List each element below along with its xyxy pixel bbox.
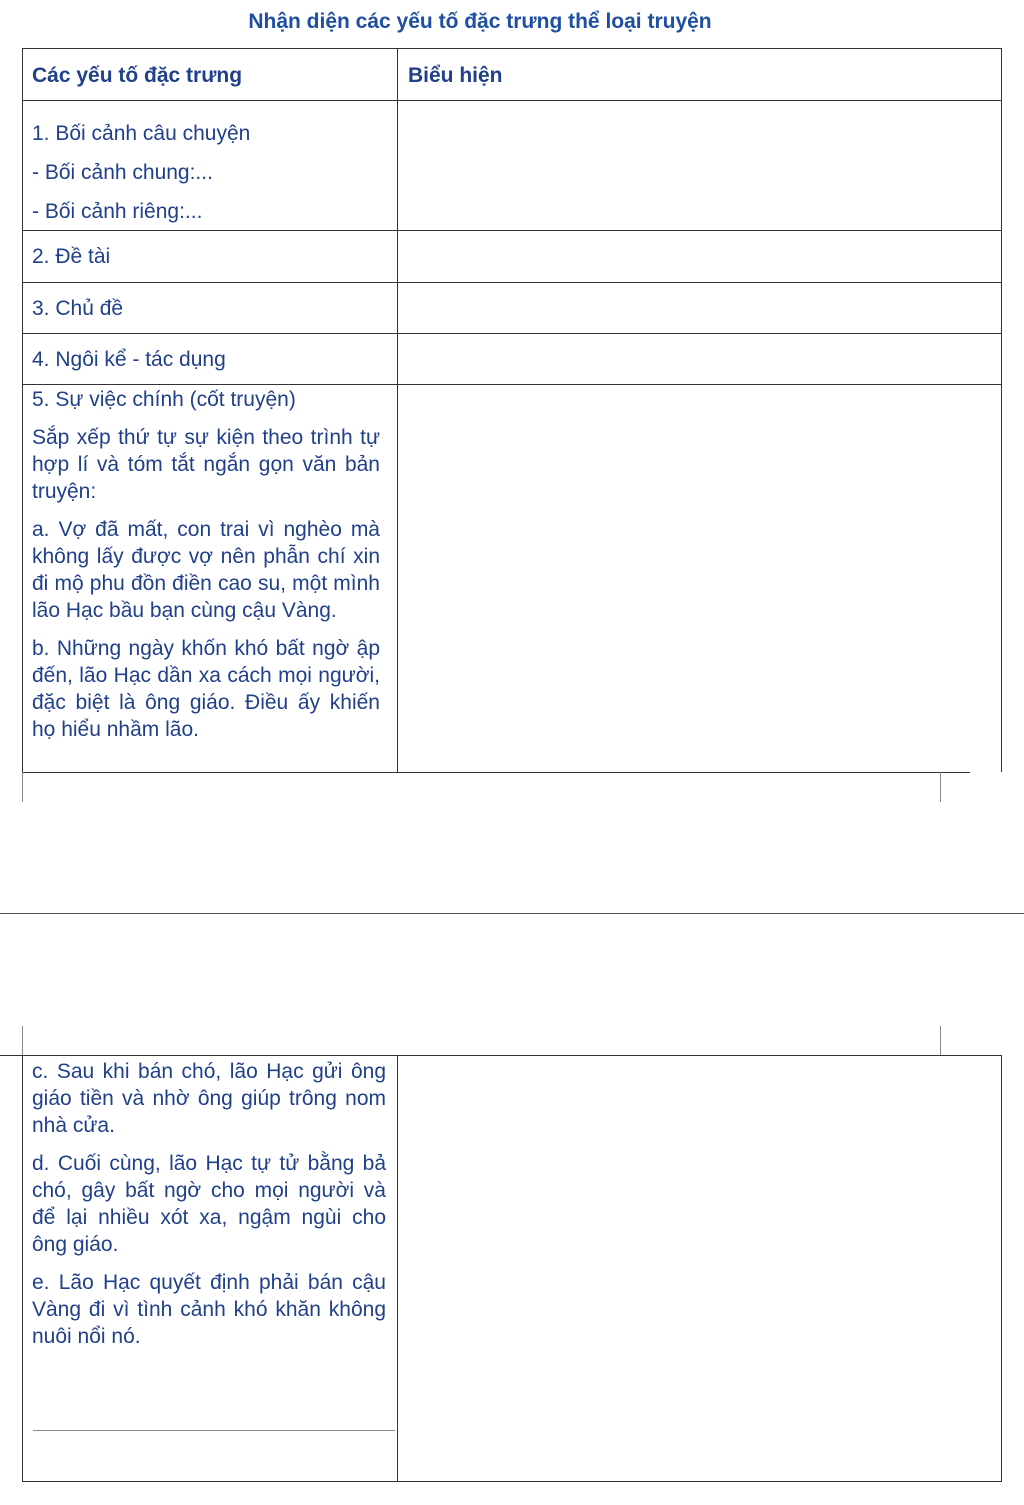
table1-bottom-border bbox=[22, 772, 970, 773]
page-crop-mark bbox=[22, 772, 23, 802]
events-instruction: Sắp xếp thứ tự sự kiện theo trình tự hợp lí và tóm tắt ngắn gọn văn bản truyện: bbox=[32, 426, 380, 503]
event-a: a. Vợ đã mất, con trai vì nghèo mà không lấy được vợ nên phẫn chí xin đi mộ phu đồn điền cao su, một mình lão Hạc bầu bạn cùng cậu Vàng. bbox=[32, 518, 380, 622]
table-row-events-continued bbox=[32, 1058, 386, 1350]
column-header-elements: Các yếu tố đặc trưng bbox=[32, 64, 243, 87]
row-sub-specific-context: - Bối cảnh riêng:... bbox=[32, 200, 203, 223]
table1-row-divider bbox=[22, 282, 1002, 283]
row-label-theme: 3. Chủ đề bbox=[32, 297, 124, 320]
table1-right-border bbox=[1001, 48, 1002, 772]
table-row-context bbox=[32, 114, 392, 231]
table1-row-divider bbox=[22, 384, 1002, 385]
page-crop-mark bbox=[940, 772, 941, 802]
event-c: c. Sau khi bán chó, lão Hạc gửi ông giáo tiền và nhờ ông giúp trông nom nhà cửa. bbox=[32, 1060, 386, 1137]
event-e: e. Lão Hạc quyết định phải bán cậu Vàng đi vì tình cảnh khó khăn không nuôi nổi nó. bbox=[32, 1271, 386, 1348]
table2-left-border bbox=[22, 1055, 23, 1482]
table2-right-border bbox=[1001, 1055, 1002, 1482]
table2-bottom-border bbox=[22, 1481, 1002, 1482]
page-title: Nhận diện các yếu tố đặc trưng thể loại truyện bbox=[248, 10, 712, 33]
page-crop-mark bbox=[22, 1026, 23, 1056]
row-label-context: 1. Bối cảnh câu chuyện bbox=[32, 122, 251, 145]
page-break-line bbox=[0, 913, 1024, 914]
event-b: b. Những ngày khốn khó bất ngờ ập đến, lão Hạc dần xa cách mọi người, đặc biệt là ông giáo. Điều ấy khiến họ hiểu nhầm lão. bbox=[32, 637, 380, 741]
table2-column-divider bbox=[397, 1055, 398, 1482]
row-label-main-events: 5. Sự việc chính (cốt truyện) bbox=[32, 388, 296, 411]
event-d: d. Cuối cùng, lão Hạc tự tử bằng bả chó, gây bất ngờ cho mọi người và để lại nhiều xót xa, ngậm ngùi cho ông giáo. bbox=[32, 1152, 386, 1256]
blank-answer-line bbox=[33, 1430, 395, 1431]
row-sub-general-context: - Bối cảnh chung:... bbox=[32, 161, 213, 184]
table1-top-border bbox=[22, 48, 1002, 49]
table1-row-divider bbox=[22, 100, 1002, 101]
table1-column-divider bbox=[397, 48, 398, 772]
row-label-narrator: 4. Ngôi kể - tác dụng bbox=[32, 348, 226, 371]
table1-row-divider bbox=[22, 333, 1002, 334]
table2-top-border bbox=[0, 1055, 1002, 1056]
table1-left-border bbox=[22, 48, 23, 772]
column-header-manifestation: Biểu hiện bbox=[408, 64, 503, 87]
row-label-topic: 2. Đề tài bbox=[32, 245, 111, 268]
page-crop-mark bbox=[940, 1026, 941, 1056]
table-row-main-events bbox=[32, 386, 380, 743]
